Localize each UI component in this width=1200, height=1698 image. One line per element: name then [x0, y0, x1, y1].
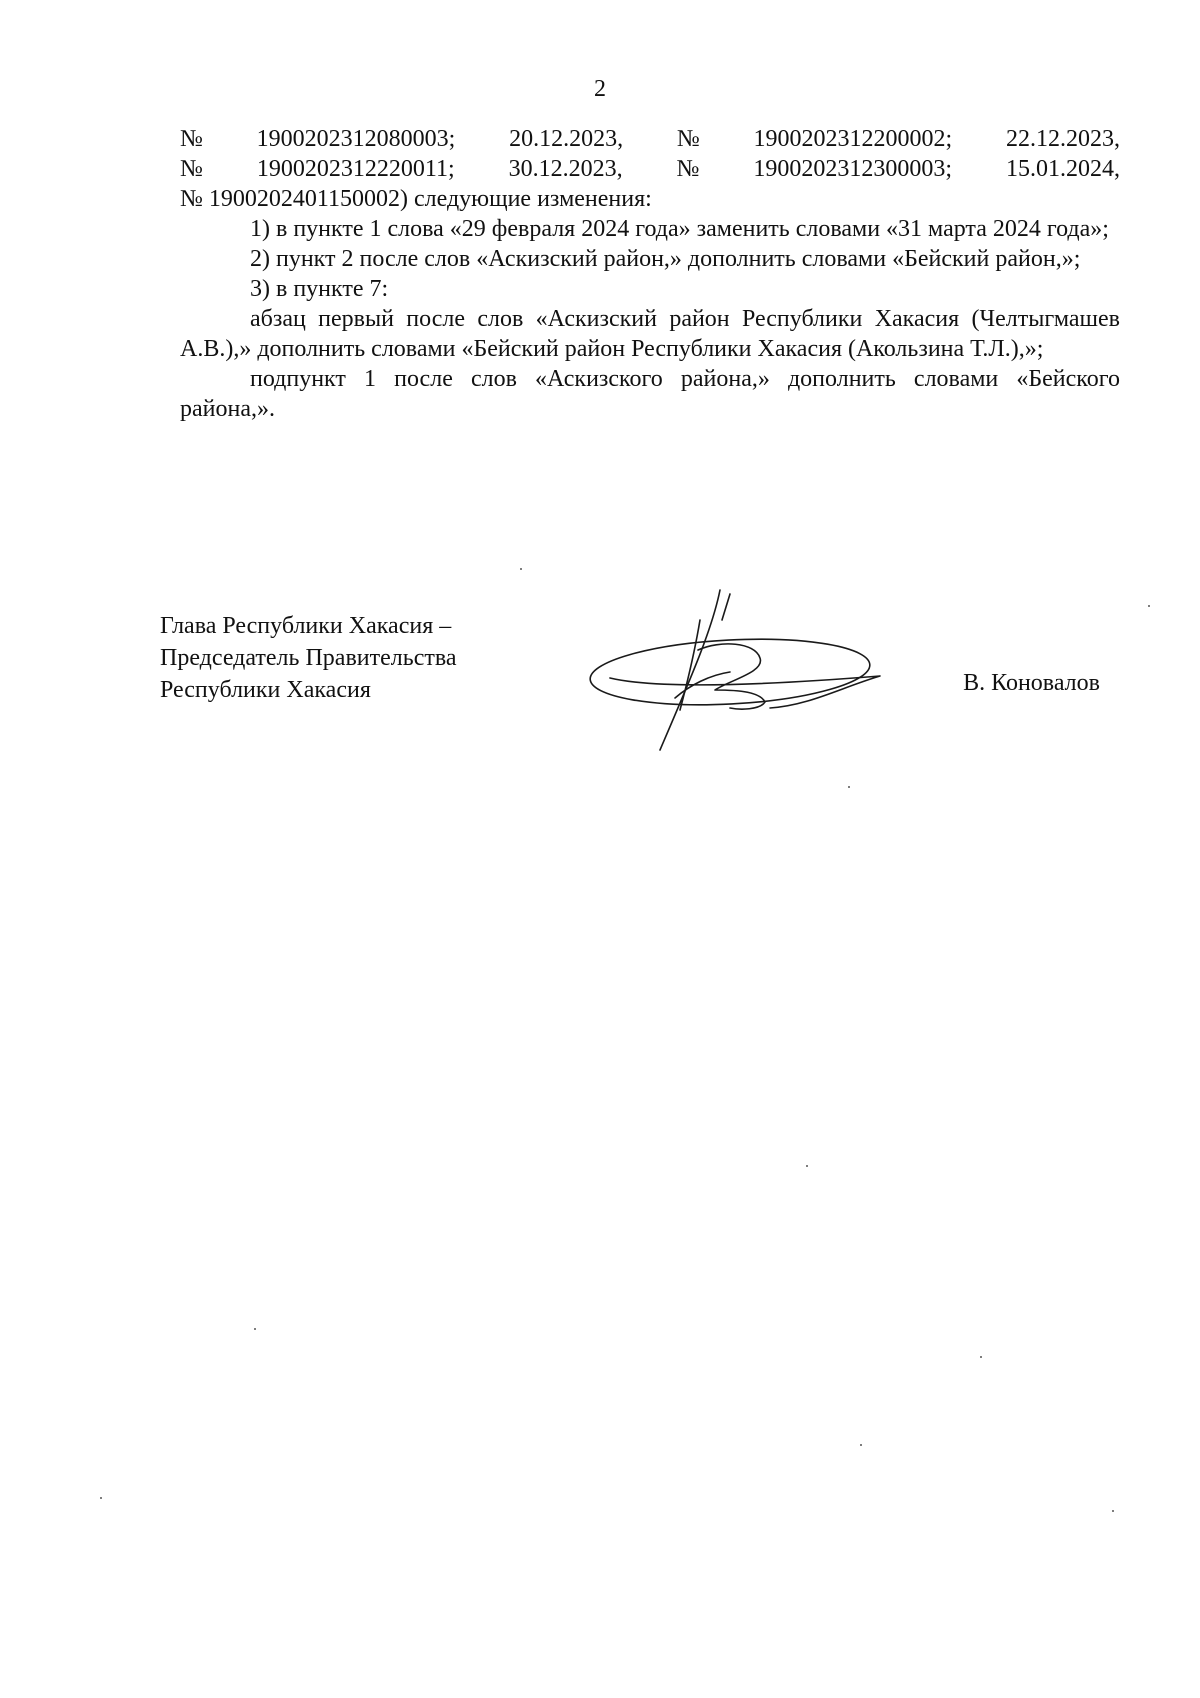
ref-date: 15.01.2024,: [1005, 156, 1120, 182]
signatory-position-line: Республики Хакасия: [160, 677, 371, 703]
ref-number: 1900202312300003;: [753, 156, 953, 182]
document-body: [180, 124, 1120, 424]
signatory-position-line: Глава Республики Хакасия –: [160, 613, 452, 639]
scan-speck: [1148, 605, 1150, 607]
reference-line-1: [180, 124, 1120, 154]
ref-number: 1900202312080003;: [256, 126, 456, 152]
ref-number: 1900202312220011;: [256, 156, 455, 182]
scan-speck: [860, 1444, 862, 1446]
signature-block: [160, 610, 1120, 780]
ref-number-sign: №: [180, 126, 203, 152]
scan-speck: [848, 786, 850, 788]
ref-number-sign: №: [676, 156, 700, 182]
scan-speck: [1112, 1510, 1114, 1512]
paragraph-item-3: 3) в пункте 7:: [250, 276, 389, 302]
page-number: 2: [594, 76, 606, 102]
scan-speck: [100, 1497, 102, 1499]
paragraph-abzac: абзац первый после слов «Аскизский район Республики Хакасия (Челтыгмашев А.В.),» дополнить словами «Бейский район Республики Хакасия (Акользина Т.Л.),»;: [180, 306, 1120, 362]
handwritten-signature: [580, 580, 900, 760]
signatory-position-line: Председатель Правительства: [160, 645, 457, 671]
ref-date: 22.12.2023,: [1005, 126, 1120, 152]
ref-number-sign: №: [676, 126, 700, 152]
ref-date: 30.12.2023,: [508, 156, 623, 182]
signatory-position: [160, 610, 457, 706]
ref-number: 1900202312200002;: [753, 126, 953, 152]
scan-speck: [254, 1328, 256, 1330]
scan-speck: [520, 568, 522, 570]
ref-date: 20.12.2023,: [509, 126, 624, 152]
paragraph-podpunkt: подпункт 1 после слов «Аскизского района,» дополнить словами «Бейского района,».: [180, 366, 1120, 422]
paragraph-item-1: 1) в пункте 1 слова «29 февраля 2024 года» заменить словами «31 марта 2024 года»;: [250, 216, 1109, 242]
paragraph-item-2: 2) пункт 2 после слов «Аскизский район,» дополнить словами «Бейский район,»;: [250, 246, 1081, 272]
scan-speck: [806, 1165, 808, 1167]
reference-line-2: [180, 154, 1120, 184]
signatory-name: В. Коновалов: [963, 670, 1100, 696]
paragraph-intro: № 1900202401150002) следующие изменения:: [180, 186, 652, 212]
scan-speck: [980, 1356, 982, 1358]
ref-number-sign: №: [180, 156, 203, 182]
